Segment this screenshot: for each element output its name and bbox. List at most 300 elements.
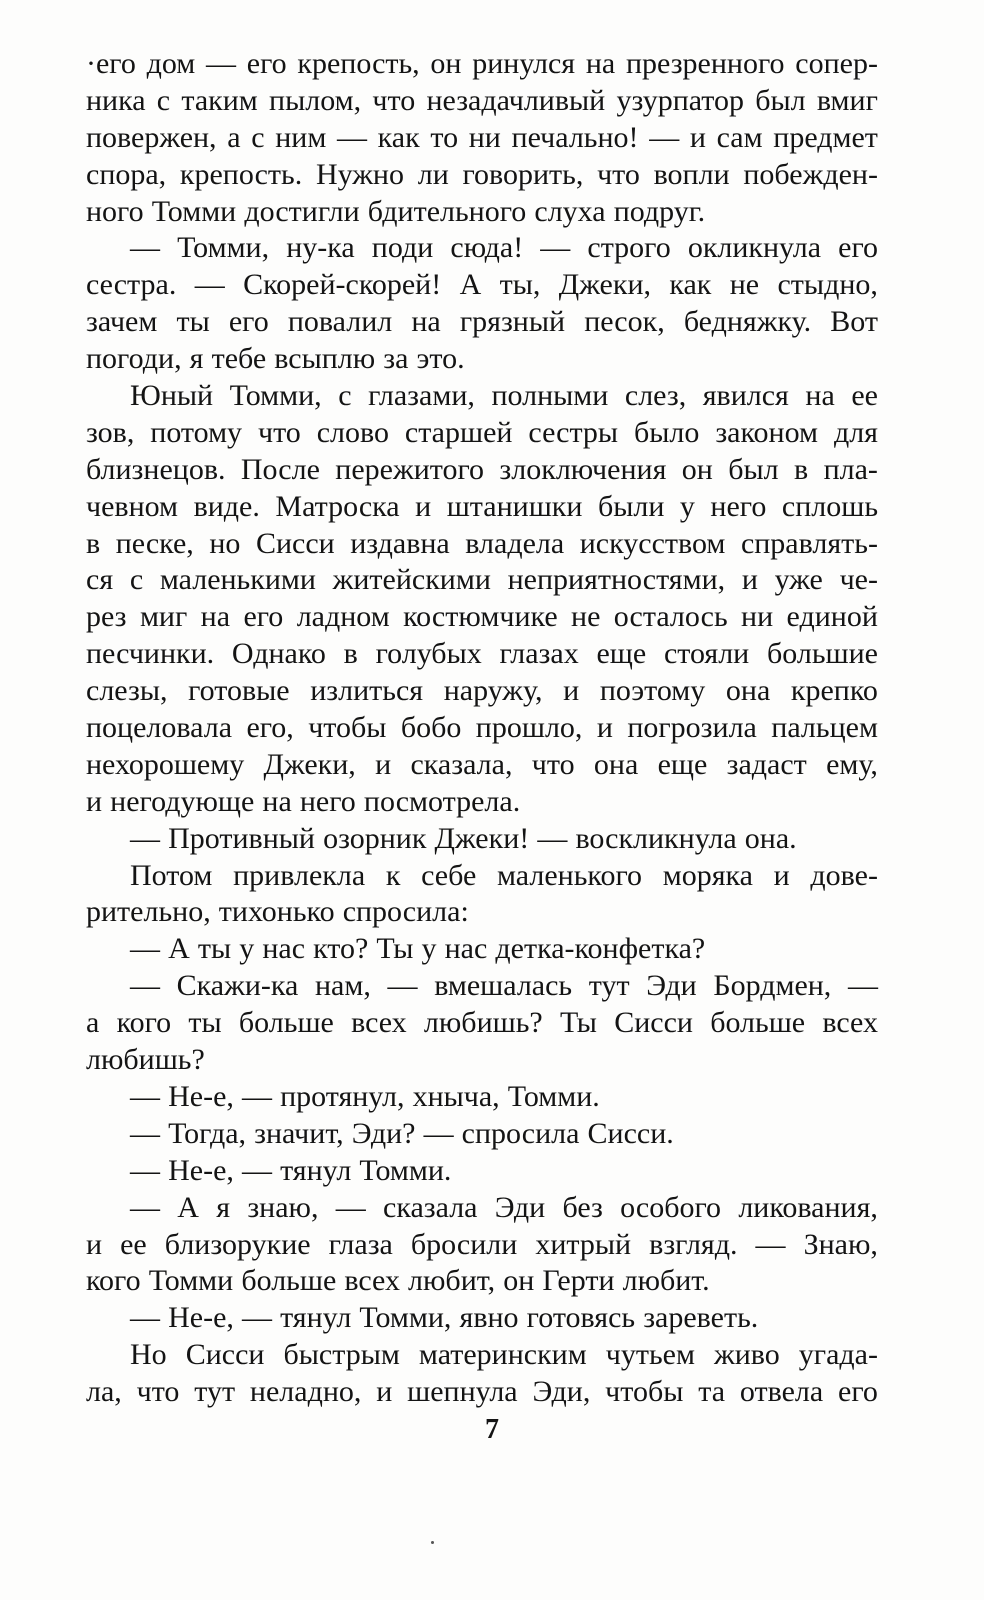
word: тебе [211,342,267,376]
word: житейскими [332,563,491,597]
word: она [593,747,639,781]
word: больше [238,1006,334,1040]
word: печально! [511,120,639,154]
word: что [136,1375,180,1409]
word: ни [741,600,774,634]
word: — [335,1190,366,1224]
word: с [251,120,265,154]
word: — [130,1301,160,1335]
word: для [833,415,878,449]
word: та [698,1375,726,1409]
text-line [86,858,878,895]
word: за [383,342,409,376]
word: на [805,379,835,413]
word: подруг. [613,194,706,228]
word: кого [86,1264,141,1298]
word: было [634,415,700,449]
word: сам [716,120,763,154]
word: рез [86,600,127,634]
word: детка-конфетка? [495,932,706,966]
word: он [503,1264,535,1298]
word: еще [596,637,647,671]
word: и [773,858,790,892]
word: в [794,452,809,486]
word: — [130,969,160,1003]
word: угада- [798,1338,878,1372]
word: — [130,821,160,855]
word: бобо [400,711,462,745]
word: его [838,231,878,265]
page-number: 7 [485,1414,499,1445]
word: тут [194,1375,236,1409]
word: погоди, [86,342,182,376]
word: Эди, [532,1375,591,1409]
word: в [86,526,101,560]
word: близнецов. [86,452,226,486]
word: что [597,157,640,191]
word: и [563,674,580,708]
word: презренного [625,47,785,80]
word: потому [150,415,243,449]
word: я [216,1190,231,1224]
word: — [130,932,160,966]
word: Не-е, [168,1301,234,1335]
text-line [86,415,878,452]
word: крепко [790,674,878,708]
word: Джеки, [263,747,356,781]
word: в [343,637,358,671]
word: моряка [662,858,753,892]
text-line [86,894,878,931]
word: слово [316,415,389,449]
word: Сисси. [587,1116,674,1150]
word: его [246,47,287,80]
word: протянул, [280,1079,405,1113]
word: нас [444,932,488,966]
text-line [86,784,878,821]
word: маленькими [159,563,316,597]
word: бросили [410,1227,518,1261]
word: окликнула [687,231,822,265]
word: уже [774,563,823,597]
word: как [377,120,420,154]
word: — [847,969,878,1003]
word: тянул [280,1301,352,1335]
word: повержен, [86,120,217,154]
word: — [130,231,160,265]
word: голубых [375,637,482,671]
word: сестры [528,415,619,449]
word: Матроска [275,489,400,523]
word: любишь? [86,1043,205,1077]
word: — [206,47,237,80]
word: нас [262,932,306,966]
word: Не-е, [168,1153,234,1187]
word: к [385,858,401,892]
word: и [86,784,103,818]
word: нехорошему [86,747,245,781]
word: ее [851,379,878,413]
word: слуха [534,194,606,228]
word: стыдно, [777,268,878,302]
text-line [86,562,878,599]
word: ладном [296,600,390,634]
word: ника [86,83,146,117]
word: Герти [542,1264,615,1298]
word: Скорей-скорей! [243,268,442,302]
word: не [571,600,601,634]
text-line [86,341,878,378]
word: ли [417,157,449,191]
word: грязный [459,305,566,339]
text-line [86,747,878,784]
word: Джеки! [434,821,530,855]
word: наружу, [443,674,543,708]
word: глазах [499,637,579,671]
word: Томми. [359,1153,452,1187]
word: Томми [148,1264,234,1298]
text-line [86,1337,878,1374]
word: с [156,83,171,117]
word: предмет [773,120,878,154]
word: готовые [188,674,290,708]
word: быстрым [283,1338,400,1372]
text-line [86,1374,878,1411]
word: бедняжку. [683,305,812,339]
word: издавна [350,526,450,560]
word: негодующе [110,784,255,818]
text-line [86,1190,878,1227]
word: я [189,342,204,376]
word: особого [620,1190,722,1224]
word: больше [241,1264,337,1298]
word: был [755,83,806,117]
word: повалил [287,305,393,339]
word: вопли [653,157,730,191]
word: Вот [830,305,878,339]
word: — [130,1153,160,1187]
word: неладно, [249,1375,362,1409]
word: больше [710,1006,806,1040]
word: его, [246,711,294,745]
word: любит, [408,1264,496,1298]
word: погрозила [627,711,757,745]
word: отвела [739,1375,824,1409]
word: законом [715,415,819,449]
word: единой [786,600,878,634]
word: зареветь. [643,1301,759,1335]
word: глаза [328,1227,393,1261]
word: были [597,489,665,523]
word: любишь? [423,1006,543,1040]
word: на [200,600,231,634]
word: ним [275,120,327,154]
word: вмешалась [434,969,573,1003]
text-line [86,673,878,710]
word: справлять- [740,526,878,560]
word: Томми, [359,1301,452,1335]
word: бдительного [367,194,527,228]
word: хитрый [535,1227,632,1261]
word: пережитого [335,452,485,486]
word: кого [116,1006,172,1040]
word: — [337,120,367,154]
word: чутьем [605,1338,695,1372]
word: зов, [86,415,135,449]
word: искусством [579,526,726,560]
word: злоключения [499,452,667,486]
word: с [129,563,144,597]
word: Сисси [255,526,335,560]
word: любит. [622,1264,710,1298]
word: пылом, [269,83,362,117]
word: сюда! [450,231,524,265]
word: стояли [663,637,750,671]
word: но [209,526,241,560]
word: пла- [823,452,878,486]
word: ты, [499,268,541,302]
word: и [741,563,758,597]
word: Тогда, [168,1116,247,1150]
word: был [728,452,779,486]
word: спросила [461,1116,580,1150]
word: — [241,1153,272,1187]
word: и [689,120,706,154]
word: штанишки [446,489,583,523]
word: Томми, [177,231,270,265]
word: Ты [376,932,414,966]
word: После [240,452,320,486]
word: привлекла [233,858,366,892]
text-line [86,1005,878,1042]
word: Не-е, [168,1079,234,1113]
word: поэтому [599,674,706,708]
word: большие [767,637,878,671]
word: Бордмен, [713,969,832,1003]
word: Томми, [229,379,322,413]
word: старшей [404,415,513,449]
word: как [669,268,712,302]
word: он [681,452,713,486]
text-line [86,304,878,341]
word: живо [714,1338,780,1372]
word: — [241,1301,272,1335]
word: сказала, [410,747,513,781]
text-line [86,1263,878,1300]
word: Сисси [185,1338,265,1372]
word: у [239,932,255,966]
word: а [86,1006,100,1040]
word: узурпатор [616,83,745,117]
word: Эди [646,969,697,1003]
word: говорить, [462,157,584,191]
word: глазами, [368,379,475,413]
word: крепость. [179,157,303,191]
word: Эди? [351,1116,416,1150]
word: материнским [418,1338,587,1372]
word: песке, [115,526,194,560]
word: незадачливый [426,83,606,117]
word: у [421,932,437,966]
word: нам, [315,969,371,1003]
text-line [86,1300,878,1337]
text-line [86,120,878,157]
word: всыплю [274,342,376,376]
word: таким [181,83,258,117]
word: ла, [86,1375,122,1409]
word: у [679,489,695,523]
word: кто? [313,932,369,966]
word: миг [139,600,188,634]
text-line [86,636,878,673]
word: песок, [584,305,665,339]
text-line [86,378,878,415]
word: она [725,674,771,708]
word: А [177,1190,199,1224]
word: Джеки, [558,268,652,302]
word: и [376,1375,393,1409]
word: на [262,784,292,818]
word: сопер- [795,47,878,80]
text-line [86,931,878,968]
word: ее [120,1227,147,1261]
word: осталось [613,600,728,634]
word: вмиг [816,83,878,117]
word: ты [176,305,210,339]
word: это. [416,342,465,376]
word: а [227,120,241,154]
word: что [531,747,575,781]
word: А [459,268,482,302]
word: посмотрела. [363,784,521,818]
print-speck [431,1541,434,1544]
word: поцеловала [86,711,233,745]
word: — [130,1190,160,1224]
word: задаст [726,747,807,781]
word: озорник [323,821,427,855]
text-line [86,968,878,1005]
word: всех [822,1006,878,1040]
text-line [86,230,878,267]
word: дом [146,47,196,80]
text-line [86,157,878,194]
word: костюмчике [403,600,558,634]
word: Юный [130,379,214,413]
word: явился [702,379,789,413]
word: и [375,747,392,781]
word: — [423,1116,454,1150]
word: пальцем [771,711,878,745]
word: чтобы [308,711,387,745]
word: зачем [86,305,158,339]
word: тут [588,969,630,1003]
word: еще [657,747,708,781]
text-line [86,821,878,858]
word: что [372,83,416,117]
word: — [537,821,568,855]
text-line [86,46,878,83]
text-line [86,83,878,120]
word: спросила: [342,895,469,929]
word: виде. [193,489,260,523]
text-line [86,1079,878,1116]
word: и [596,711,613,745]
word: песчинки. [86,637,215,671]
word: значит, [254,1116,344,1150]
word: ся [86,563,114,597]
word: всех [344,1264,400,1298]
word: он [430,47,462,80]
word: Но [130,1338,167,1372]
word: — [130,1116,160,1150]
word: дове- [810,858,878,892]
word: ты [197,932,232,966]
text-line [86,452,878,489]
word: — [241,1079,272,1113]
word: достигли [244,194,360,228]
word: чевном [86,489,179,523]
word: владела [465,526,565,560]
word: маленького [497,858,643,892]
word: слез, [624,379,687,413]
word: Однако [231,637,326,671]
word: тихонько [218,895,335,929]
word: ты [188,1006,222,1040]
word: явно [459,1301,519,1335]
text-line [86,267,878,304]
word: что [257,415,301,449]
word: и [415,489,432,523]
word: на [411,305,441,339]
word: Скажи-ка [176,969,299,1003]
word: взгляд. [649,1227,738,1261]
word: его [228,305,269,339]
word: — [387,969,418,1003]
word: него [299,784,356,818]
text-line [86,1042,878,1079]
word: готовясь [526,1301,636,1335]
body-text [86,46,878,1411]
word: полными [491,379,609,413]
word: себе [421,858,477,892]
text-line [86,1116,878,1153]
word: Томми [151,194,237,228]
word: всех [351,1006,407,1040]
word: хныча, [412,1079,500,1113]
text-line [86,489,878,526]
word: Противный [168,821,315,855]
text-line [86,1153,878,1190]
word: — [130,1079,160,1113]
word: ликования, [738,1190,878,1224]
word: Нужно [315,157,404,191]
word: поди [371,231,434,265]
word: и [86,1227,103,1261]
word: излиться [310,674,424,708]
word: она. [744,821,797,855]
word: него [710,489,767,523]
word: тянул [280,1153,352,1187]
word: неприятностями, [507,563,726,597]
word: Ты [559,1006,597,1040]
word: ·его [86,47,136,80]
word: строго [587,231,671,265]
word: сестра. [86,268,177,302]
word: ного [86,194,144,228]
word: прошло, [475,711,583,745]
word: сплошь [781,489,878,523]
word: спора, [86,157,167,191]
